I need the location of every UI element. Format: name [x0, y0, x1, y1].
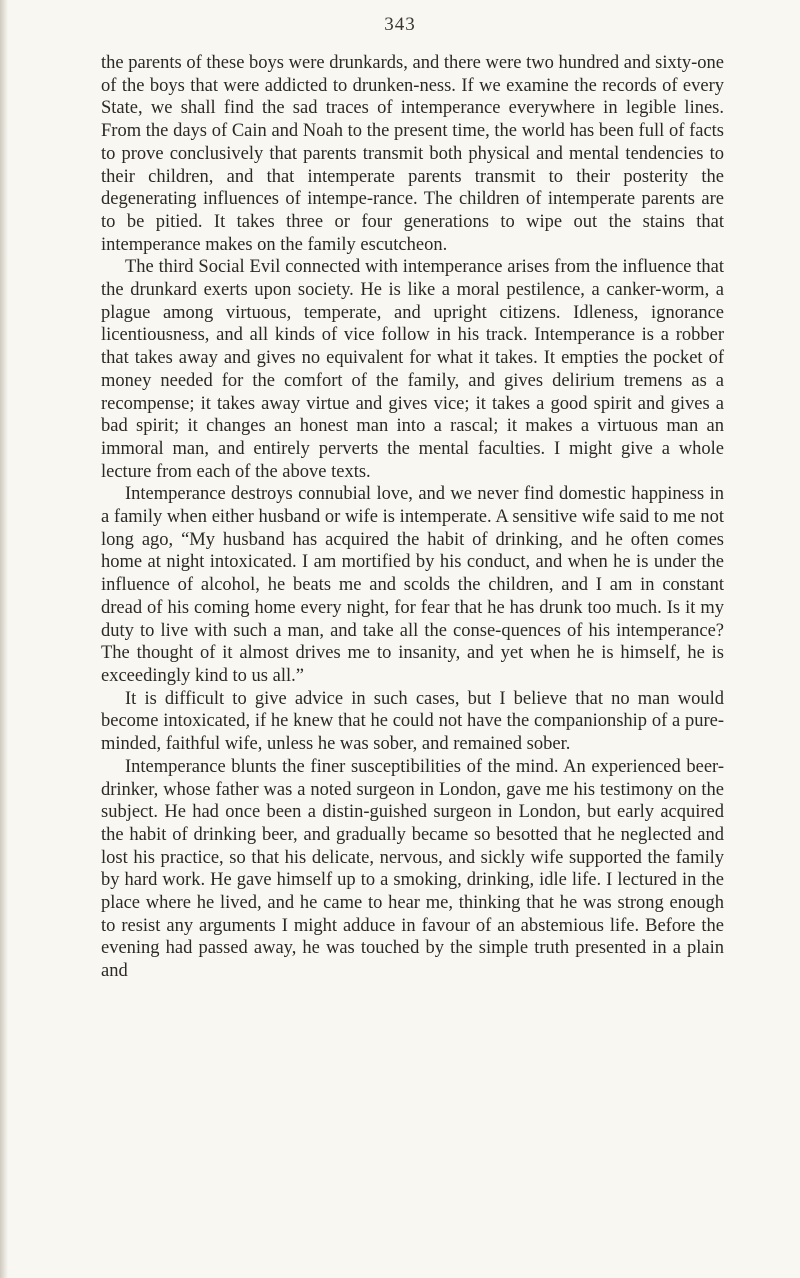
page-gutter-shadow: [0, 0, 8, 1278]
paragraph: It is difficult to give advice in such cases, but I believe that no man would become intoxicated, if he knew that he could not have the companionship of a pure-minded, faithful wife, unless he was sober, and remained sober.: [101, 688, 724, 755]
paragraph: Intemperance blunts the finer susceptibilities of the mind. An experienced beer-drinker, whose father was a noted surgeon in London, gave me his testimony on the subject. He had once been a distin-guished surgeon in London, but early acquired the habit of drinking beer, and gradually became so besotted that he neglected and lost his practice, so that his delicate, nervous, and sickly wife supported the family by hard work. He gave himself up to a smoking, drinking, idle life. I lectured in the place where he lived, and he came to hear me, thinking that he was strong enough to resist any arguments I might adduce in favour of an abstemious life. Before the evening had passed away, he was touched by the simple truth presented in a plain and: [101, 756, 724, 982]
page-number: 343: [384, 14, 416, 35]
body-text: [101, 52, 724, 983]
paragraph: The third Social Evil connected with intemperance arises from the influence that the drunkard exerts upon society. He is like a moral pestilence, a canker-worm, a plague among virtuous, temperate, and upright citizens. Idleness, ignorance licentiousness, and all kinds of vice follow in his track. Intemperance is a robber that takes away and gives no equivalent for what it takes. It empties the pocket of money needed for the comfort of the family, and gives delirium tremens as a recompense; it takes away virtue and gives vice; it takes a good spirit and gives a bad spirit; it changes an honest man into a rascal; it makes a virtuous man an immoral man, and entirely perverts the mental faculties. I might give a whole lecture from each of the above texts.: [101, 257, 724, 482]
paragraph: Intemperance destroys connubial love, and we never find domestic happiness in a family when either husband or wife is intemperate. A sensitive wife said to me not long ago, “My husband has acquired the habit of drinking, and he often comes home at night intoxicated. I am mortified by his conduct, and when he is under the influence of alcohol, he beats me and scolds the children, and I am in constant dread of his coming home every night, for fear that he has drunk too much. Is it my duty to live with such a man, and take all the conse-quences of his intemperance? The thought of it almost drives me to insanity, and yet when he is himself, he is exceedingly kind to us all.”: [101, 484, 724, 686]
paragraph: the parents of these boys were drunkards, and there were two hundred and sixty-one of the boys that were addicted to drunken-ness. If we examine the records of every State, we shall find the sad traces of intemperance everywhere in legible lines. From the days of Cain and Noah to the present time, the world has been full of facts to prove conclusively that parents transmit both physical and mental tendencies to their children, and that intemperate parents transmit to their posterity the degenerating influences of intempe-rance. The children of intemperate parents are to be pitied. It takes three or four generations to wipe out the stains that intemperance makes on the family escutcheon.: [101, 53, 724, 255]
